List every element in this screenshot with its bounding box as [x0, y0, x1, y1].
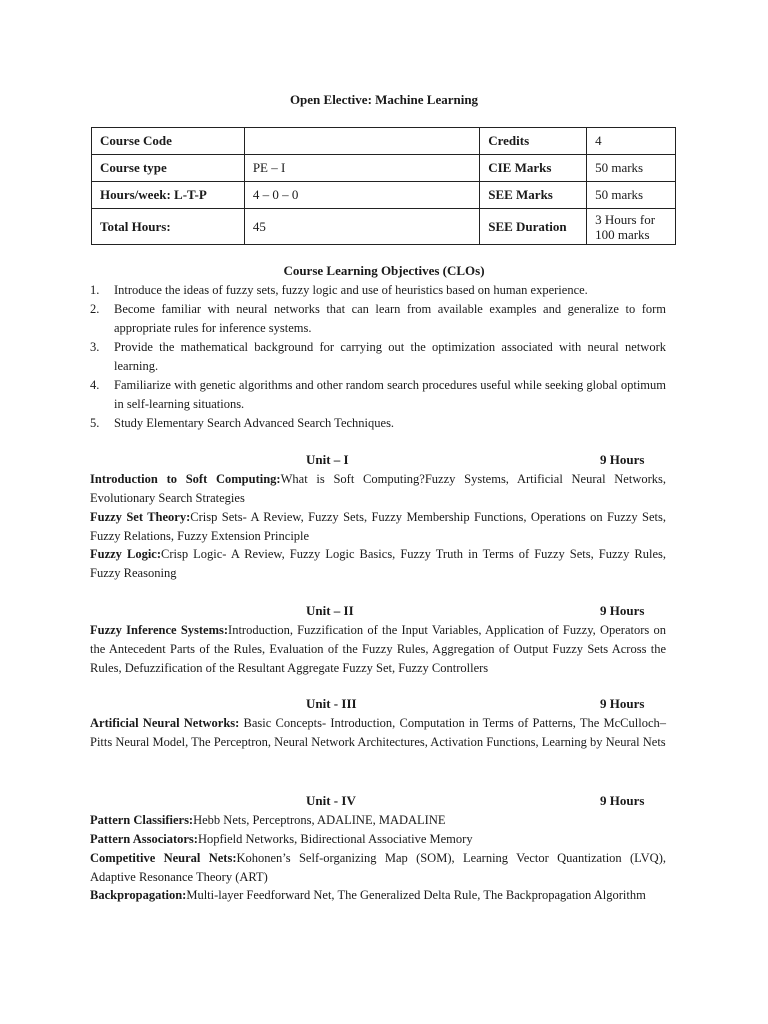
list-number: 5.	[90, 416, 100, 430]
total-hours-label: Total Hours:	[92, 209, 245, 245]
list-text: Study Elementary Search Advanced Search Techniques.	[114, 416, 395, 430]
clo-list	[90, 281, 666, 433]
list-item	[90, 414, 666, 433]
topic-text: Crisp Logic- A Review, Fuzzy Logic Basics, Fuzzy Truth in Terms of Fuzzy Sets, Fuzzy Rules, Fuzzy Reasoning	[90, 547, 667, 580]
table-row	[92, 182, 676, 209]
topic-text: Crisp Sets- A Review, Fuzzy Sets, Fuzzy Membership Functions, Operations on Fuzzy Sets, Fuzzy Relations, Fuzzy Extension Principle	[90, 510, 666, 543]
topic-label: Competitive Neural Nets:	[90, 851, 237, 865]
clo-heading: Course Learning Objectives (CLOs)	[283, 263, 485, 278]
hours-week-label: Hours/week: L-T-P	[92, 182, 245, 209]
cie-marks-value: 50 marks	[587, 155, 676, 182]
unit-title: Unit – I	[306, 452, 349, 467]
table-row	[92, 209, 676, 245]
list-text: Introduce the ideas of fuzzy sets, fuzzy logic and use of heuristics based on human experience.	[114, 283, 588, 297]
list-number: 1.	[90, 283, 100, 297]
hours-week-value: 4 – 0 – 0	[244, 182, 479, 209]
topic-label: Fuzzy Inference Systems:	[90, 623, 229, 637]
course-type-value: PE – I	[244, 155, 479, 182]
unit-1-topic-1	[90, 470, 666, 508]
unit-4-topic-4	[90, 886, 666, 905]
topic-text: Hopfield Networks, Bidirectional Associative Memory	[197, 832, 473, 846]
topic-text: Kohonen’s Self-organizing Map (SOM), Learning Vector Quantization (LVQ), Adaptive Resonance Theory (ART)	[90, 851, 666, 884]
credits-label: Credits	[480, 128, 587, 155]
list-item	[90, 300, 666, 338]
list-item	[90, 281, 666, 300]
list-number: 3.	[90, 340, 100, 354]
table-row	[92, 128, 676, 155]
see-marks-value: 50 marks	[587, 182, 676, 209]
unit-3-topic-1	[90, 714, 666, 752]
unit-title: Unit - III	[306, 696, 357, 711]
topic-label: Backpropagation:	[90, 888, 187, 902]
list-text: Become familiar with neural networks that can learn from available examples and generalize to form appropriate rules for inference systems.	[114, 302, 666, 335]
unit-1-topic-2	[90, 508, 666, 546]
topic-text: Multi-layer Feedforward Net, The Generalized Delta Rule, The Backpropagation Algorithm	[186, 888, 646, 902]
topic-label: Pattern Associators:	[90, 832, 198, 846]
topic-label: Fuzzy Logic:	[90, 547, 162, 561]
table-row	[92, 155, 676, 182]
list-number: 4.	[90, 378, 100, 392]
unit-1-topic-3	[90, 545, 666, 583]
unit-hours: 9 Hours	[600, 452, 645, 467]
unit-hours: 9 Hours	[600, 603, 645, 618]
unit-title: Unit - IV	[306, 793, 356, 808]
course-info-table	[91, 127, 676, 245]
unit-title: Unit – II	[306, 603, 354, 618]
topic-label: Artificial Neural Networks:	[90, 716, 244, 730]
unit-4-topic-1	[90, 811, 666, 830]
total-hours-value: 45	[244, 209, 479, 245]
list-item	[90, 338, 666, 376]
course-code-label: Course Code	[92, 128, 245, 155]
see-marks-label: SEE Marks	[480, 182, 587, 209]
document-title: Open Elective: Machine Learning	[289, 92, 479, 107]
topic-text: Basic Concepts- Introduction, Computation in Terms of Patterns, The McCulloch–Pitts Neural Model, The Perceptron, Neural Network Architectures, Activation Functions, Learning by Neural Nets	[90, 716, 667, 749]
course-code-value	[244, 128, 479, 155]
cie-marks-label: CIE Marks	[480, 155, 587, 182]
see-duration-label: SEE Duration	[480, 209, 587, 245]
see-duration-value: 3 Hours for 100 marks	[587, 209, 676, 245]
topic-label: Introduction to Soft Computing:	[90, 472, 281, 486]
topic-text: Introduction, Fuzzification of the Input Variables, Application of Fuzzy, Operators on the Antecedent Parts of the Rules, Evaluation of the Fuzzy Rules, Aggregation of Output Fuzzy Sets Across the Rules, Defuzzification of the Resultant Aggregate Fuzzy Set, Fuzzy Controllers	[90, 623, 666, 675]
list-text: Familiarize with genetic algorithms and other random search procedures useful while seeking global optimum in self-learning situations.	[114, 378, 666, 411]
topic-text: What is Soft Computing?Fuzzy Systems, Artificial Neural Networks, Evolutionary Search Strategies	[90, 472, 667, 505]
unit-4-topic-3	[90, 849, 666, 887]
unit-hours: 9 Hours	[600, 793, 645, 808]
unit-2-topic-1	[90, 621, 666, 678]
course-type-label: Course type	[92, 155, 245, 182]
unit-4-topic-2	[90, 830, 666, 849]
credits-value: 4	[587, 128, 676, 155]
topic-label: Fuzzy Set Theory:	[90, 510, 191, 524]
list-number: 2.	[90, 302, 100, 316]
unit-hours: 9 Hours	[600, 696, 645, 711]
list-item	[90, 376, 666, 414]
list-text: Provide the mathematical background for carrying out the optimization associated with neural network learning.	[114, 340, 666, 373]
topic-text: Hebb Nets, Perceptrons, ADALINE, MADALINE	[193, 813, 446, 827]
topic-label: Pattern Classifiers:	[90, 813, 194, 827]
